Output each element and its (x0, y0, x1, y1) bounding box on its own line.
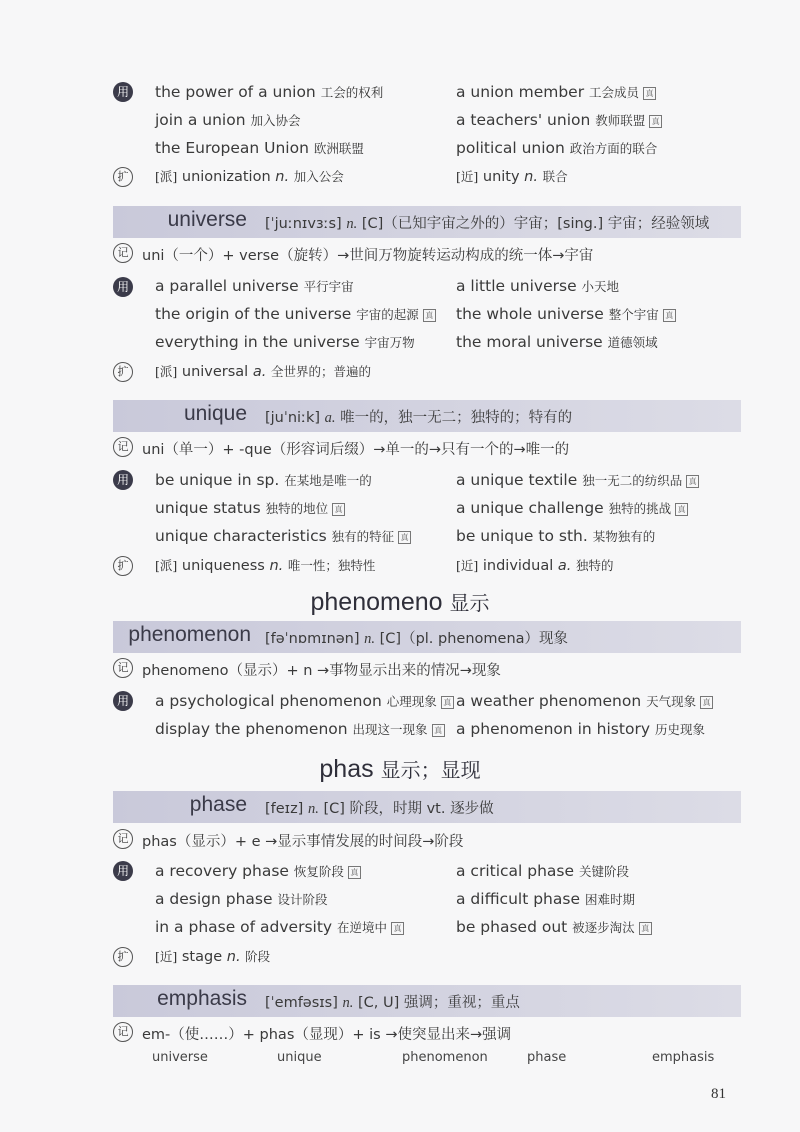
use-icon: 用 (113, 277, 133, 297)
collocation-item: a design phase 设计阶段 (155, 890, 328, 908)
footer-word: emphasis (652, 1050, 715, 1065)
extension-icon: 扩 (113, 167, 133, 187)
headword-bar-emphasis (113, 985, 741, 1017)
root-heading: phenomeno 显示 (310, 588, 490, 616)
collocation-item: display the phenomenon 出现这一现象 真 (155, 720, 445, 738)
collocation-item: a little universe 小天地 (456, 277, 620, 295)
collocation-item: be unique in sp. 在某地是唯一的 (155, 471, 372, 489)
root-heading: phas 显示；显现 (319, 755, 481, 783)
use-icon: 用 (113, 691, 133, 711)
derivative-item: [派] universal a. 全世界的；普遍的 (155, 364, 371, 380)
headword-bar-phase (113, 791, 741, 823)
collocation-item: unique status 独特的地位 真 (155, 499, 345, 517)
derivative-item: [派] uniqueness n. 唯一性；独特性 (155, 558, 376, 574)
headword: universe (167, 208, 247, 231)
definition: [fəˈnɒmɪnən] n. [C]（pl. phenomena）现象 (265, 631, 569, 647)
extension-icon: 扩 (113, 362, 133, 382)
synonym-item: [近] unity n. 联合 (456, 169, 568, 185)
memo-text: uni（单一）+ -que（形容词后缀）→单一的→只有一个的→唯一的 (142, 442, 570, 458)
headword-bar-unique (113, 400, 741, 432)
collocation-item: the European Union 欧洲联盟 (155, 139, 364, 157)
collocation-item: a parallel universe 平行宇宙 (155, 277, 354, 295)
definition: [juˈniːk] a. 唯一的，独一无二；独特的；特有的 (265, 410, 573, 426)
collocation-item: the power of a union 工会的权利 (155, 83, 384, 101)
collocation-item: a weather phenomenon 天气现象 真 (456, 692, 713, 710)
headword: phenomenon (128, 623, 251, 646)
collocation-item: everything in the universe 宇宙万物 (155, 333, 415, 351)
use-icon: 用 (113, 82, 133, 102)
collocation-item: unique characteristics 独有的特征 真 (155, 527, 411, 545)
headword-bar-phenomenon (113, 621, 741, 653)
headword: unique (183, 402, 247, 425)
headword: emphasis (157, 987, 247, 1010)
definition: [feɪz] n. [C] 阶段，时期 vt. 逐步做 (265, 801, 494, 817)
headword-bar-universe (113, 206, 741, 238)
derivative-item: [派] unionization n. 加入公会 (155, 169, 344, 185)
extension-icon: 扩 (113, 556, 133, 576)
memo-icon: 记 (113, 829, 133, 849)
memo-text: em-（使……）+ phas（显现）+ is →使突显出来→强调 (142, 1027, 512, 1043)
collocation-item: political union 政治方面的联合 (456, 139, 658, 157)
footer-word: unique (277, 1050, 322, 1065)
collocation-item: a psychological phenomenon 心理现象 真 (155, 692, 454, 710)
page-number: 81 (711, 1086, 726, 1102)
collocation-item: a critical phase 关键阶段 (456, 862, 629, 880)
memo-icon: 记 (113, 243, 133, 263)
collocation-item: the whole universe 整个宇宙 真 (456, 305, 676, 323)
memo-icon: 记 (113, 1022, 133, 1042)
footer-word: phase (527, 1050, 567, 1065)
definition: [ˈemfəsɪs] n. [C, U] 强调；重视；重点 (265, 995, 520, 1011)
memo-icon: 记 (113, 658, 133, 678)
collocation-item: a union member 工会成员 真 (456, 83, 656, 101)
collocation-item: the moral universe 道德领域 (456, 333, 658, 351)
memo-text: phas（显示）+ e →显示事情发展的时间段→阶段 (142, 834, 464, 850)
synonym-item: [近] individual a. 独特的 (456, 558, 614, 574)
collocation-item: be unique to sth. 某物独有的 (456, 527, 656, 545)
footer-word: phenomenon (402, 1050, 488, 1065)
memo-text: uni（一个）+ verse（旋转）→世间万物旋转运动构成的统一体→宇宙 (142, 248, 594, 264)
synonym-item: [近] stage n. 阶段 (155, 949, 271, 965)
collocation-item: a phenomenon in history 历史现象 (456, 720, 705, 738)
footer-word: universe (152, 1050, 208, 1065)
extension-icon: 扩 (113, 947, 133, 967)
collocation-item: a unique challenge 独特的挑战 真 (456, 499, 688, 517)
collocation-item: the origin of the universe 宇宙的起源 真 (155, 305, 436, 323)
collocation-item: a unique textile 独一无二的纺织品 真 (456, 471, 699, 489)
collocation-item: a teachers' union 教师联盟 真 (456, 111, 662, 129)
use-icon: 用 (113, 470, 133, 490)
use-icon: 用 (113, 861, 133, 881)
memo-icon: 记 (113, 437, 133, 457)
collocation-item: a difficult phase 困难时期 (456, 890, 635, 908)
headword: phase (189, 793, 247, 816)
collocation-item: be phased out 被逐步淘汰 真 (456, 918, 652, 936)
collocation-item: a recovery phase 恢复阶段 真 (155, 862, 361, 880)
memo-text: phenomeno（显示）+ n →事物显示出来的情况→现象 (142, 663, 501, 679)
collocation-item: in a phase of adversity 在逆境中 真 (155, 918, 404, 936)
collocation-item: join a union 加入协会 (155, 111, 301, 129)
definition: [ˈjuːnɪvɜːs] n. [C]（已知宇宙之外的）宇宙；[sing.] 宇宙；经验领域 (265, 216, 710, 232)
